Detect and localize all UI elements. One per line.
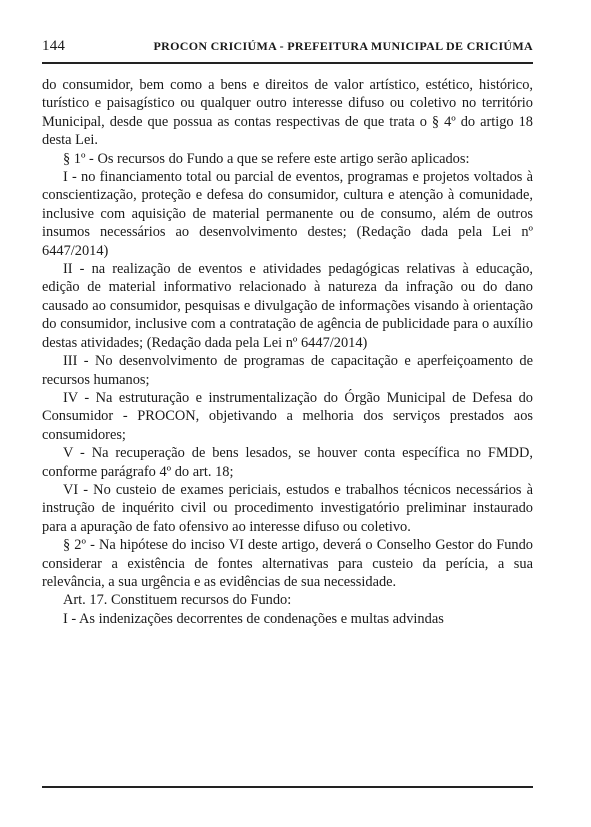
paragraph-continuation: do consumidor, bem como a bens e direitos de valor artístico, estético, histórico, turístico e paisagístico ou qualquer outro interesse difuso ou coletivo no território Municipal, desde que possua as contas respectivas de que trata o § 4º do artigo 18 desta Lei. [42, 77, 533, 149]
paragraph-article-17-item-i: I - As indenizações decorrentes de condenações e multas advindas [63, 610, 444, 627]
paragraph-item-v: V - Na recuperação de bens lesados, se houver conta específica no FMDD, conforme parágrafo 4º do art. 18; [42, 445, 533, 480]
paragraph-section-1: § 1º - Os recursos do Fundo a que se refere este artigo serão aplicados: [63, 150, 470, 167]
paragraph-section-2: § 2º - Na hipótese do inciso VI deste artigo, deverá o Conselho Gestor do Fundo considerar a existência de fontes alternativas para custeio da perícia, a sua relevância, a sua urgência e as evidências de sua necessidade. [42, 537, 533, 590]
running-title: PROCON CRICIÚMA - PREFEITURA MUNICIPAL DE CRICIÚMA [153, 39, 533, 53]
page-header [42, 38, 533, 64]
body-text [42, 76, 533, 628]
paragraph-item-iii: III - No desenvolvimento de programas de capacitação e aperfeiçoamento de recursos humanos; [42, 353, 533, 388]
document-page [42, 38, 533, 628]
page-number: 144 [42, 38, 66, 54]
paragraph-item-iv: IV - Na estruturação e instrumentalização do Órgão Municipal de Defesa do Consumidor - PROCON, objetivando a melhoria dos serviços prestados aos consumidores; [42, 389, 533, 443]
paragraph-item-i: I - no financiamento total ou parcial de eventos, programas e projetos voltados à conscientização, proteção e defesa do consumidor, cultura e atenção à comunidade, inclusive com aquisição de material permanente ou de consumo, além de outros insumos necessários ao desenvolvimento destes; (Redação dada pela Lei nº 6447/2014) [42, 169, 533, 259]
paragraph-article-17: Art. 17. Constituem recursos do Fundo: [63, 592, 292, 609]
paragraph-item-ii: II - na realização de eventos e atividades pedagógicas relativas à educação, edição de material informativo relacionado à natureza da infração ou do dano causado ao consumidor, pesquisas e divulgação de informações visando à orientação do consumidor, inclusive com a contratação de agência de publicidade para o auxílio destas atividades; (Redação dada pela Lei nº 6447/2014) [42, 261, 533, 351]
footer-rule [42, 786, 533, 788]
paragraph-item-vi: VI - No custeio de exames periciais, estudos e trabalhos técnicos necessários à instrução de inquérito civil ou procedimento investigatório preliminar instaurado para a apuração de fato ofensivo ao interesse difuso ou coletivo. [42, 481, 533, 535]
